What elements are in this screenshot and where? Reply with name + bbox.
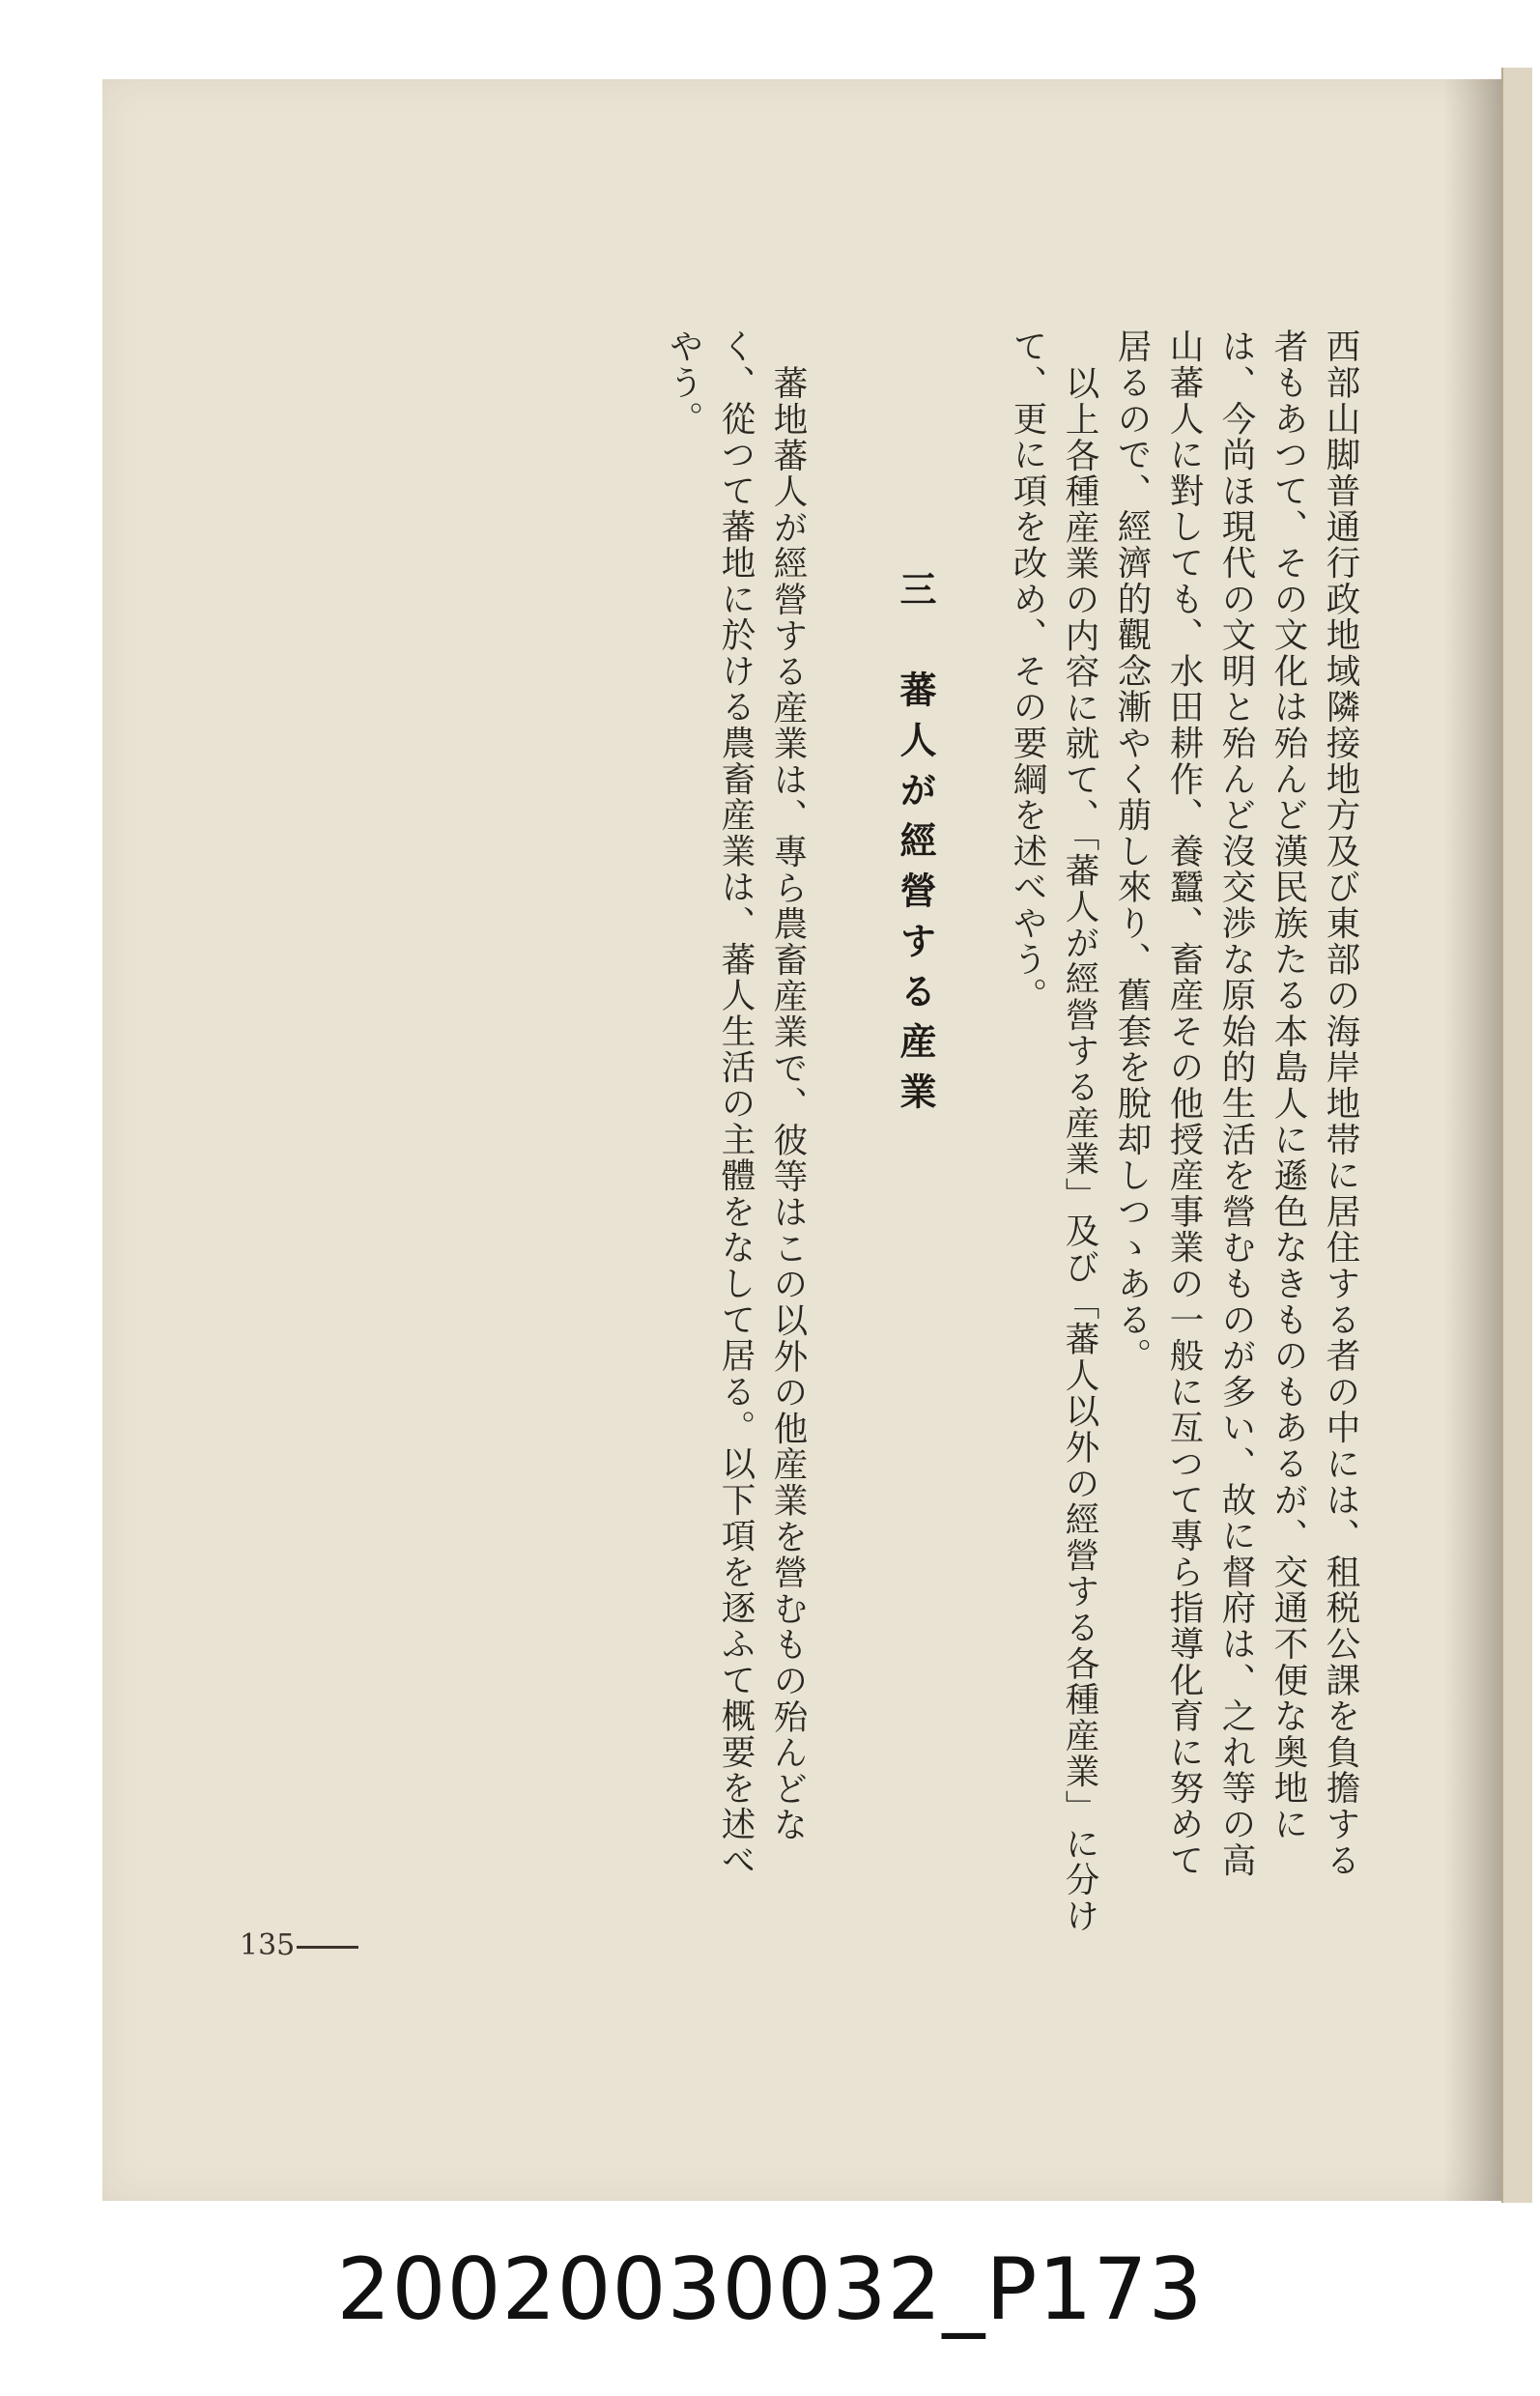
adjacent-page-edge [1501, 68, 1532, 2203]
page-gutter-shadow [1443, 79, 1501, 2201]
section-heading: 三 蕃人が經營する産業 [894, 570, 936, 1123]
image-caption: 20020030032_P173 [336, 2239, 1204, 2339]
text-column-10: やう。 [664, 328, 703, 437]
text-column-2: 者もあつて、その文化は殆んど漢民族たる本島人に遜色なきものもあるが、交通不便な奥地に [1269, 328, 1308, 1842]
text-column-8: 蕃地蕃人が經營する産業は、專ら農畜産業で、彼等はこの以外の他産業を營むもの殆んどな [768, 365, 808, 1843]
page-number [240, 1928, 358, 1962]
text-column-5: 居るので、經濟的觀念漸やく萠し來り、舊套を脫却しつゝある。 [1112, 328, 1152, 1374]
text-column-1: 西部山脚普通行政地域隣接地方及び東部の海岸地帯に居住する者の中には、租税公課を負擔する [1321, 328, 1360, 1878]
vertical-text-block [657, 328, 1366, 2068]
text-column-9: く、從つて蕃地に於ける農畜産業は、蕃人生活の主體をなして居る。以下項を逐ふて概要を述べ [716, 328, 756, 1878]
page-number-dash [297, 1946, 358, 1949]
text-column-3: は、今尚ほ現代の文明と殆んど沒交渉な原始的生活を營むものが多い、故に督府は、之れ等の高 [1216, 328, 1256, 1878]
text-column-4: 山蕃人に對しても、水田耕作、養蠶、畜産その他授産事業の一般に亙つて專ら指導化育に努めて [1164, 328, 1204, 1878]
text-column-7: て、更に項を改め、その要綱を述べやう。 [1008, 328, 1047, 1013]
text-column-6: 以上各種産業の内容に就て、「蕃人が經營する産業」及び「蕃人以外の經營する各種産業」に分け [1060, 365, 1099, 1934]
page-number-value: 135 [240, 1928, 296, 1962]
